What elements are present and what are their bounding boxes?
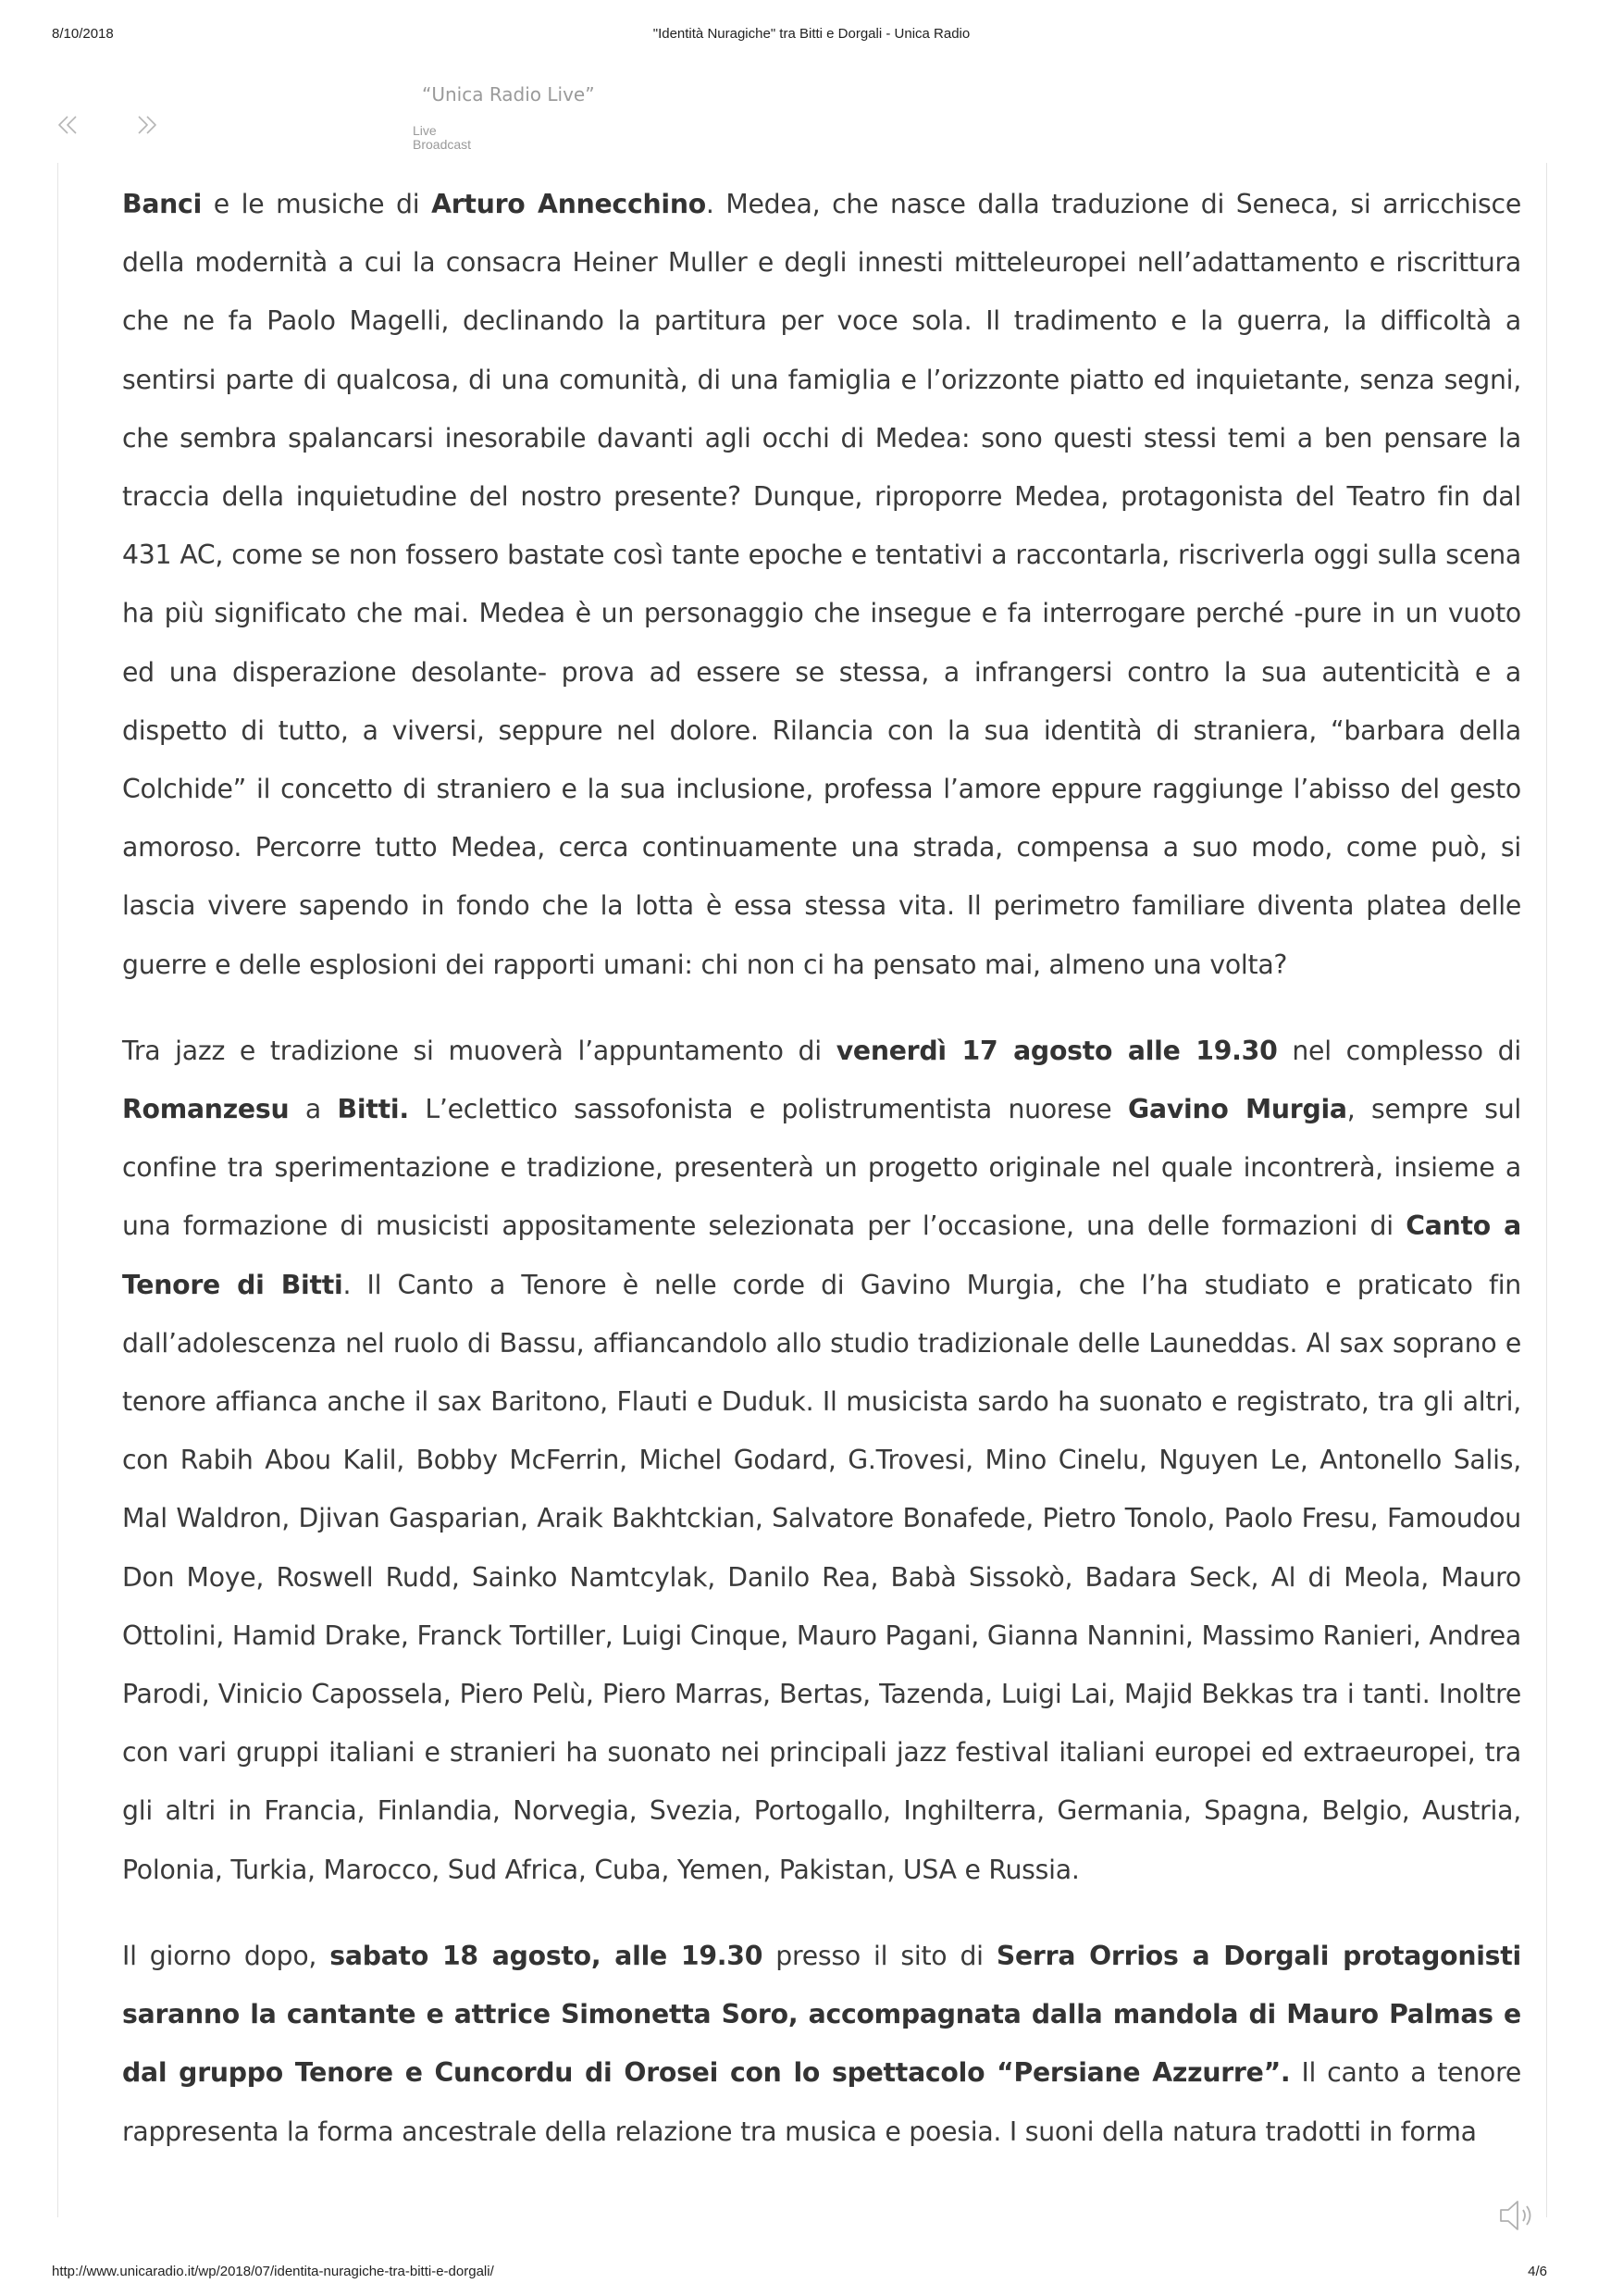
volume-button[interactable]: [1495, 2193, 1540, 2238]
article-paragraph-medea: [122, 175, 1521, 994]
bold-name: Banci: [122, 189, 203, 219]
player-status-line1: Live: [413, 123, 437, 138]
player-status-line2: Broadcast: [413, 137, 472, 152]
text-run: . Medea, che nasce dalla traduzione di Seneca, si arricchisce della modernità a cui la consacra Heiner Muller e degli innesti mitteleuropei nell’adattamento e riscrittura che ne fa Paolo Magelli, declinando la partitura per voce sola. Il tradimento e la guerra, la difficoltà a sentirsi parte di qualcosa, di una comunità, di una famiglia e l’orizzonte piatto ed inquietante, senza segni, che sembra spalancarsi inesorabile davanti agli occhi di Medea: sono questi stessi temi a ben pensare la traccia della inquietudine del nostro presente? Dunque, riproporre Medea, protagonista del Teatro fin dal 431 AC, come se non fossero bastate così tante epoche e tentativi a raccontarla, riscriverla oggi sulla scena ha più significato che mai. Medea è un personaggio che insegue e fa interrogare perché -pure in un vuoto ed una disperazione desolante- prova ad essere se stessa, a infrangersi contro la sua autenticità e a dispetto di tutto, a viversi, seppure nel dolore. Rilancia con la sua identità di straniera, “barbara della Colchide” il concetto di straniero e la sua inclusione, professa l’amore eppure raggiunge l’abisso del gesto amoroso. Percorre tutto Medea, cerca continuamente una strada, compensa a suo modo, come può, si lascia vivere sapendo in fondo che la lotta è essa stessa vita. Il perimetro familiare diventa platea delle guerre e delle esplosioni dei rapporti umani: chi non ci ha pensato mai, almeno una volta?: [122, 189, 1521, 980]
player-status: [413, 124, 471, 152]
print-page-number: 4/6: [1528, 2264, 1547, 2279]
text-run: a: [289, 1094, 338, 1125]
text-run: Tra jazz e tradizione si muoverà l’appuntamento di: [122, 1035, 836, 1066]
bold-name: Canto a Tenore di Bitti: [122, 1210, 1521, 1300]
print-date: 8/10/2018: [52, 26, 114, 42]
bold-name: Gavino Murgia: [1128, 1094, 1347, 1125]
fast-forward-icon: [133, 111, 161, 139]
text-run: , sempre sul confine tra sperimentazione e tradizione, presenterà un progetto originale nel quale incontrerà, insieme a una formazione di musicisti appositamente selezionata per l’occasione, una delle formazioni di: [122, 1094, 1521, 1242]
article-paragraph-murgia: [122, 1022, 1521, 1899]
text-run: nel complesso di: [1277, 1035, 1522, 1066]
fast-forward-button[interactable]: [133, 111, 161, 139]
player-station-title: “Unica Radio Live”: [422, 83, 595, 105]
bold-event: Serra Orrios a Dorgali protagonisti saranno la cantante e attrice Simonetta Soro, accompagnata dalla mandola di Mauro Palmas e dal gruppo Tenore e Cuncordu di Orosei con lo spettacolo “Persiane Azzurre”.: [122, 1940, 1521, 2089]
print-header: [0, 26, 1623, 46]
article-paragraph-serra-orrios: [122, 1927, 1521, 2161]
bold-name: Arturo Annecchino: [431, 189, 706, 219]
print-page-title: "Identità Nuragiche" tra Bitti e Dorgali - Unica Radio: [652, 26, 971, 42]
radio-player: [0, 74, 1623, 167]
print-url: http://www.unicaradio.it/wp/2018/07/identita-nuragiche-tra-bitti-e-dorgali/: [52, 2264, 494, 2279]
rewind-button[interactable]: [54, 111, 81, 139]
bold-place: Bitti.: [337, 1094, 409, 1125]
rewind-icon: [54, 111, 81, 139]
bold-date: sabato 18 agosto, alle 19.30: [329, 1940, 763, 1971]
article-body: [122, 175, 1521, 2189]
text-run: presso il sito di: [762, 1940, 997, 1971]
bold-date: venerdì 17 agosto alle 19.30: [836, 1035, 1278, 1066]
bold-place: Romanzesu: [122, 1094, 290, 1125]
text-run: Il canto a tenore rappresenta la forma ancestrale della relazione tra musica e poesia. I suoni della natura tradotti in forma: [122, 2057, 1521, 2147]
text-run: . Il Canto a Tenore è nelle corde di Gavino Murgia, che l’ha studiato e praticato fin dall’adolescenza nel ruolo di Bassu, affiancandolo allo studio tradizionale delle Launeddas. Al sax soprano e tenore affianca anche il sax Baritono, Flauti e Duduk. Il musicista sardo ha suonato e registrato, tra gli altri, con Rabih Abou Kalil, Bobby McFerrin, Michel Godard, G.Trovesi, Mino Cinelu, Nguyen Le, Antonello Salis, Mal Waldron, Djivan Gasparian, Araik Bakhtckian, Salvatore Bonafede, Pietro Tonolo, Paolo Fresu, Famoudou Don Moye, Roswell Rudd, Sainko Namtcylak, Danilo Rea, Babà Sissokò, Badara Seck, Al di Meola, Mauro Ottolini, Hamid Drake, Franck Tortiller, Luigi Cinque, Mauro Pagani, Gianna Nannini, Massimo Ranieri, Andrea Parodi, Vinicio Capossela, Piero Pelù, Piero Marras, Bertas, Tazenda, Luigi Lai, Majid Bekkas tra i tanti. Inoltre con vari gruppi italiani e stranieri ha suonato nei principali jazz festival italiani europei ed extraeuropei, tra gli altri in Francia, Finlandia, Norvegia, Svezia, Portogallo, Inghilterra, Germania, Spagna, Belgio, Austria, Polonia, Turkia, Marocco, Sud Africa, Cuba, Yemen, Pakistan, USA e Russia.: [122, 1269, 1521, 1885]
speaker-icon: [1495, 2193, 1540, 2238]
print-footer: [0, 2264, 1623, 2284]
text-run: e le musiche di: [202, 189, 432, 219]
text-run: L’eclettico sassofonista e polistrumentista nuorese: [408, 1094, 1128, 1125]
text-run: Il giorno dopo,: [122, 1940, 330, 1971]
